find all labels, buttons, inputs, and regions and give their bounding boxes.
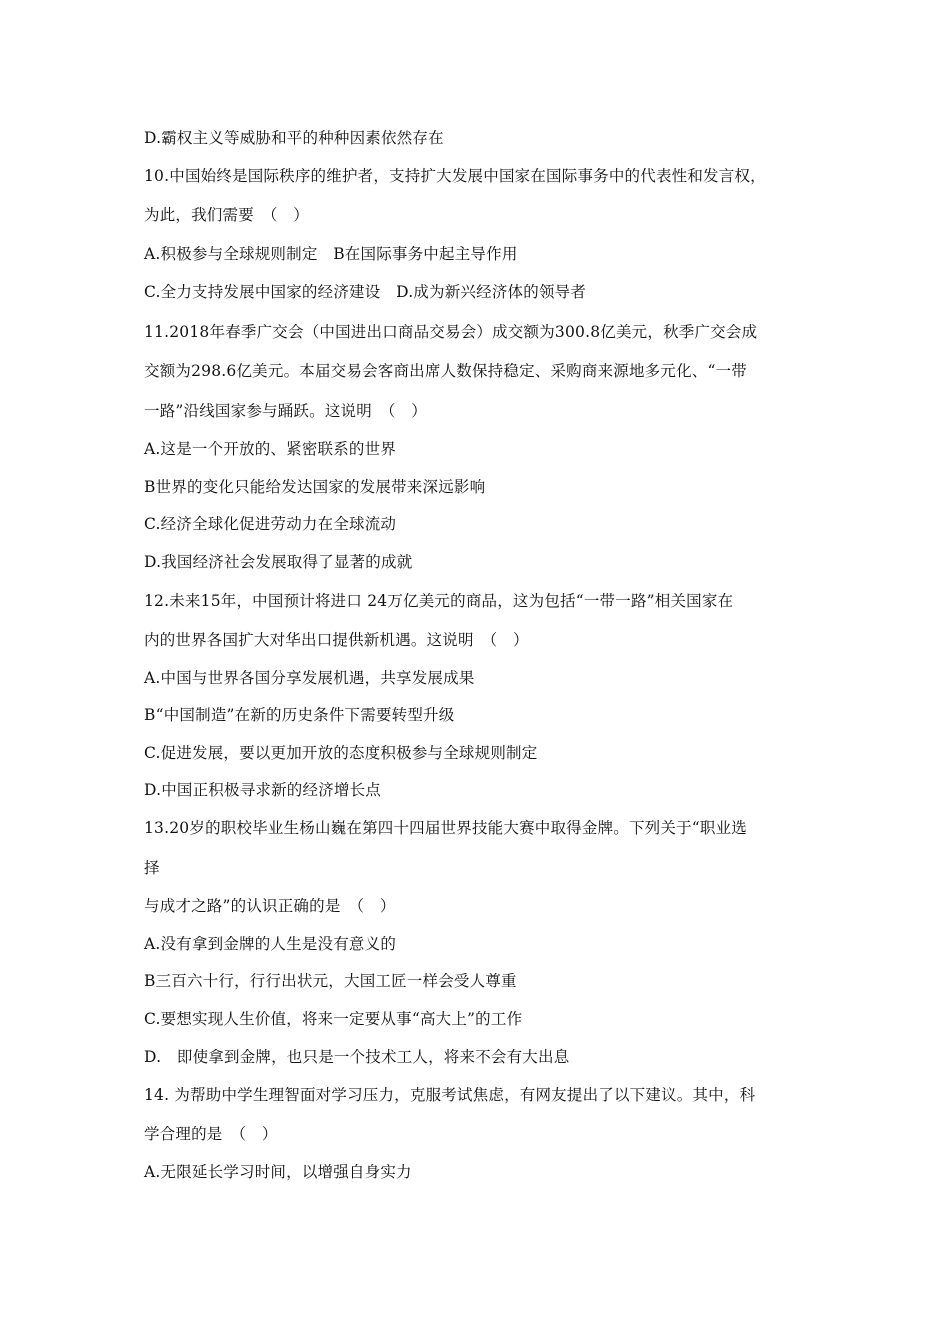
text-line: C.经济全球化促进劳动力在全球流动 <box>144 515 397 533</box>
text-line: 内的世界各国扩大对华出口提供新机遇。这说明 （ ） <box>144 631 529 649</box>
text-line: 一路”沿线国家参与踊跃。这说明 （ ） <box>144 402 427 420</box>
text-line: A.中国与世界各国分享发展机遇，共享发展成果 <box>144 669 475 687</box>
text-line: B世界的变化只能给发达国家的发展带来深远影响 <box>144 478 486 496</box>
text-line: D.霸权主义等威胁和平的种种因素依然存在 <box>144 129 444 147</box>
text-line: 14. 为帮助中学生理智面对学习压力，克服考试焦虑，有网友提出了以下建议。其中，科 <box>144 1086 756 1104</box>
text-line: 13.20岁的职校毕业生杨山巍在第四十四届世界技能大赛中取得金牌。下列关于“职业选 <box>144 819 747 837</box>
text-line: B三百六十行，行行出状元，大国工匠一样会受人尊重 <box>144 972 517 990</box>
text-line: C.促进发展，要以更加开放的态度积极参与全球规则制定 <box>144 744 538 762</box>
text-line: 12.未来15年，中国预计将进口 24万亿美元的商品，这为包括“一带一路”相关国家在 <box>144 592 734 610</box>
text-line: A.积极参与全球规则制定 B在国际事务中起主导作用 <box>144 245 518 263</box>
text-line: C.全力支持发展中国家的经济建设 D.成为新兴经济体的领导者 <box>144 283 587 301</box>
text-line: 学合理的是 （ ） <box>144 1125 278 1143</box>
text-line: C.要想实现人生价值，将来一定要从事“高大上”的工作 <box>144 1010 523 1028</box>
text-line: B“中国制造”在新的历史条件下需要转型升级 <box>144 706 455 724</box>
text-line: D.中国正积极寻求新的经济增长点 <box>144 781 382 799</box>
text-line: A.没有拿到金牌的人生是没有意义的 <box>144 935 397 953</box>
text-line: 11.2018年春季广交会（中国进出口商品交易会）成交额为300.8亿美元，秋季广交会成 <box>144 323 758 341</box>
text-line: 10.中国始终是国际秩序的维护者，支持扩大发展中国家在国际事务中的代表性和发言权， <box>144 167 766 185</box>
text-line: A.这是一个开放的、紧密联系的世界 <box>144 440 397 458</box>
text-line: D. 即使拿到金牌，也只是一个技术工人，将来不会有大出息 <box>144 1048 570 1066</box>
text-line: 与成才之路”的认识正确的是 （ ） <box>144 897 396 915</box>
text-line: A.无限延长学习时间，以增强自身实力 <box>144 1163 412 1181</box>
text-line: D.我国经济社会发展取得了显著的成就 <box>144 553 413 571</box>
text-line: 为此，我们需要 （ ） <box>144 206 309 224</box>
text-line: 交额为298.6亿美元。本届交易会客商出席人数保持稳定、采购商来源地多元化、“一带 <box>144 362 747 380</box>
text-line: 择 <box>144 859 160 877</box>
